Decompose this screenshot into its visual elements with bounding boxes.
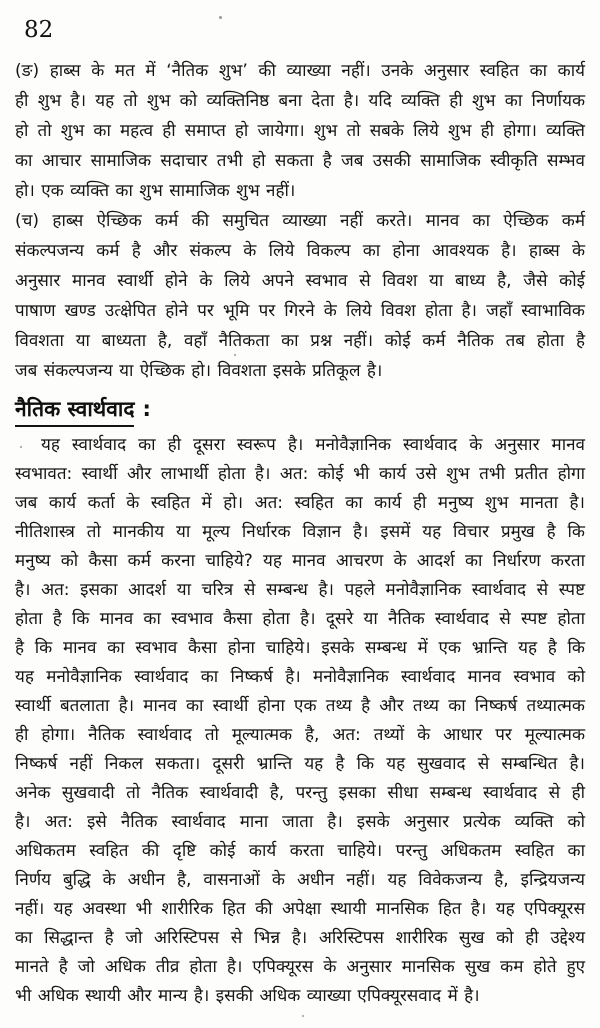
text-line: जब कार्य कर्ता के स्वहित में हो। अत: स्वहित का कार्य ही मनुष्य शुभ मानता है।	[15, 493, 585, 513]
text-line: होता है कि मानव का स्वभाव कैसा होता है। दूसरे या नैतिक स्वार्थवाद से स्पष्ट होता	[15, 609, 585, 629]
scan-speck	[234, 354, 236, 356]
text-line: हो। एक व्यक्ति का शुभ सामाजिक शुभ नहीं।	[15, 181, 296, 201]
text-line: ही शुभ है। यह तो शुभ को व्यक्तिनिष्ठ बना देता है। यदि व्यक्ति ही शुभ का निर्णायक	[15, 91, 585, 111]
text-line: है कि मानव का स्वभाव कैसा होना चाहिये। इसके सम्बन्ध में एक भ्रान्ति यह है कि	[15, 638, 585, 658]
text-line: जब संकल्पजन्य या ऐच्छिक हो। विवशता इसके प्रतिकूल है।	[15, 361, 383, 381]
text-line: (ङ) हाब्स के मत में ‘नैतिक शुभ’ की व्याख्या नहीं। उनके अनुसार स्वहित का कार्य	[15, 61, 585, 81]
scan-speck	[20, 446, 22, 448]
text-line: संकल्पजन्य कर्म है और संकल्प के लिये विकल्प का होना आवश्यक है। हाब्स के	[15, 241, 585, 261]
scan-speck	[219, 16, 222, 19]
section-heading-text: नैतिक स्वार्थवाद	[15, 394, 134, 427]
section-heading	[15, 394, 585, 427]
text-line: भी अधिक स्थायी और मान्य है। इसकी अधिक व्याख्या एपिक्यूरसवाद में है।	[15, 986, 480, 1006]
text-line: मनुष्य को कैसा कर्म करना चाहिये? यह मानव आचरण के आदर्श का निर्धारण करता	[15, 551, 585, 571]
text-line: यह मनोवैज्ञानिक स्वार्थवाद का निष्कर्ष है। मनोवैज्ञानिक स्वार्थवाद मानव स्वभाव को	[15, 667, 585, 687]
text-line: नहीं। यह अवस्था भी शारीरिक हित की अपेक्षा स्थायी मानसिक हित है। यह एपिक्यूरस	[15, 899, 585, 919]
text-line: अनुसार मानव स्वार्थी होने के लिये अपने स्वभाव से विवश या बाध्य है, जैसे कोई	[15, 271, 585, 291]
text-line: विवशता या बाध्यता है, वहाँ नैतिकता का प्रश्न नहीं। कोई कर्म नैतिक तब होता है	[15, 331, 585, 351]
paragraph-cha	[15, 206, 585, 386]
text-line: ही होगा। नैतिक स्वार्थवाद तो मूल्यात्मक है, अत: तथ्यों के आधार पर मूल्यात्मक	[15, 725, 585, 745]
text-line: अनेक सुखवादी तो नैतिक स्वार्थवादी है, परन्तु इसका सीधा सम्बन्ध स्वार्थवाद से ही	[15, 783, 585, 803]
section-heading-colon: :	[142, 397, 151, 421]
text-line: (च) हाब्स ऐच्छिक कर्म की समुचित व्याख्या नहीं करते। मानव का ऐच्छिक कर्म	[15, 211, 585, 231]
text-line: हो तो शुभ का महत्व ही समाप्त हो जायेगा। शुभ तो सबके लिये शुभ ही होगा। व्यक्ति	[15, 121, 585, 141]
section-body-paragraph	[15, 431, 585, 1011]
text-line: है। अत: इसे नैतिक स्वार्थवाद माना जाता है। इसके अनुसार प्रत्येक व्यक्ति को	[15, 812, 585, 832]
scan-speck	[302, 1015, 304, 1017]
text-line: निर्णय बुद्धि के अधीन है, वासनाओं के अधीन नहीं। यह विवेकजन्य है, इन्द्रियजन्य	[15, 870, 585, 890]
text-line: नीतिशास्त्र तो मानकीय या मूल्य निर्धारक विज्ञान है। इसमें यह विचार प्रमुख है कि	[15, 522, 585, 542]
page-number: 82	[24, 17, 54, 43]
text-line: स्वार्थी बतलाता है। मानव का स्वार्थी होना एक तथ्य है और तथ्य का निष्कर्ष तथ्यात्मक	[15, 696, 585, 716]
text-line: अधिकतम स्वहित की दृष्टि कोई कार्य करता चाहिये। परन्तु अधिकतम स्वहित का	[15, 841, 585, 861]
text-line: है। अत: इसका आदर्श या चरित्र से सम्बन्ध है। पहले मनोवैज्ञानिक स्वार्थवाद से स्पष्ट	[15, 580, 585, 600]
text-line: का आचार सामाजिक सदाचार तभी हो सकता है जब उसकी सामाजिक स्वीकृति सम्भव	[15, 151, 585, 171]
page-content	[0, 56, 600, 1011]
text-line: निष्कर्ष नहीं निकल सकता। दूसरी भ्रान्ति यह है कि यह सुखवाद से सम्बन्धित है।	[15, 754, 585, 774]
text-line: मानते है जो अधिक तीव्र होता है। एपिक्यूरस के अनुसार मानसिक सुख कम होते हुए	[15, 957, 585, 977]
text-line: यह स्वार्थवाद का ही दूसरा स्वरूप है। मनोवैज्ञानिक स्वार्थवाद के अनुसार मानव	[41, 435, 585, 455]
text-line: स्वभावत: स्वार्थी और लाभार्थी होता है। अत: कोई भी कार्य उसे शुभ तभी प्रतीत होगा	[15, 464, 585, 484]
text-line: का सिद्धान्त है जो अरिस्टिपस से भिन्न है। अरिस्टिपस शारीरिक सुख को ही उद्देश्य	[15, 928, 585, 948]
paragraph-nga	[15, 56, 585, 206]
text-line: पाषाण खण्ड उत्क्षेपित होने पर भूमि पर गिरने के लिये विवश होता है। जहाँ स्वाभाविक	[15, 301, 585, 321]
